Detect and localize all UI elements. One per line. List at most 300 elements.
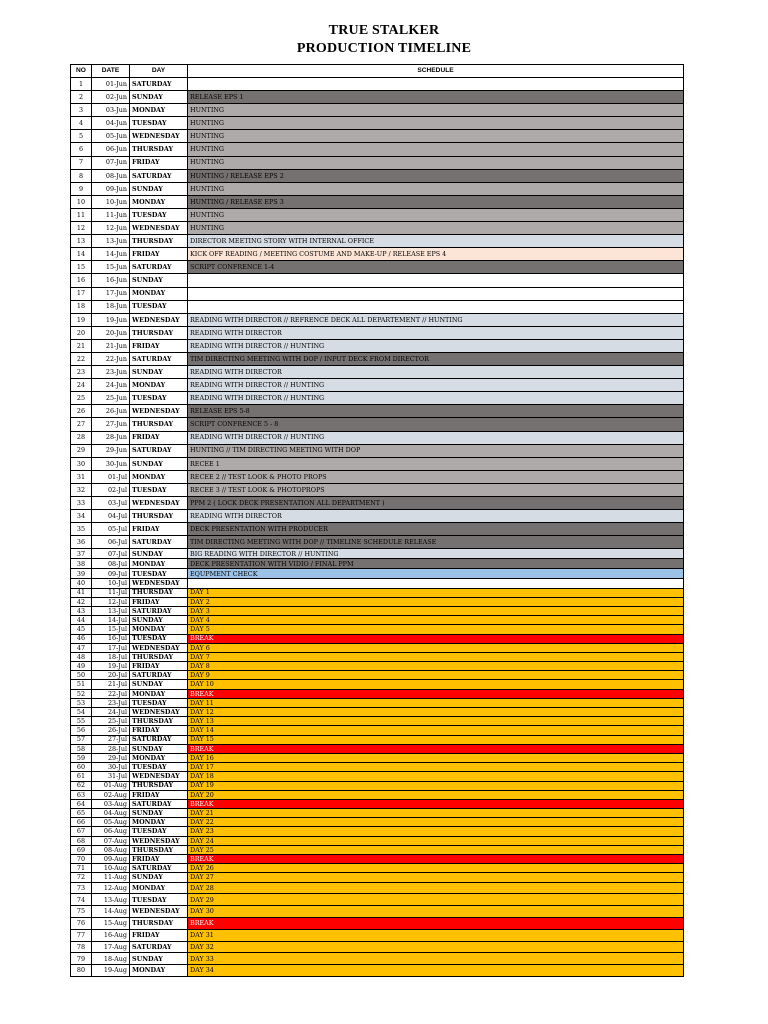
row-day: SUNDAY <box>130 744 188 753</box>
row-no: 51 <box>71 680 92 689</box>
row-no: 62 <box>71 781 92 790</box>
row-schedule: DAY 14 <box>188 726 684 735</box>
row-no: 73 <box>71 882 92 894</box>
table-row <box>71 809 684 818</box>
row-day: SATURDAY <box>130 606 188 615</box>
row-no: 11 <box>71 208 92 221</box>
row-schedule: DAY 34 <box>188 965 684 977</box>
row-no: 66 <box>71 818 92 827</box>
row-schedule: EQUPMENT CHECK <box>188 569 684 579</box>
row-schedule: READING WITH DIRECTOR // HUNTING <box>188 431 684 444</box>
table-row <box>71 790 684 799</box>
row-no: 5 <box>71 130 92 143</box>
row-schedule <box>188 287 684 300</box>
row-schedule: READING WITH DIRECTOR // HUNTING <box>188 379 684 392</box>
row-schedule: DAY 15 <box>188 735 684 744</box>
table-row <box>71 313 684 326</box>
table-row <box>71 569 684 579</box>
row-no: 59 <box>71 753 92 762</box>
row-no: 58 <box>71 744 92 753</box>
row-schedule: DAY 25 <box>188 845 684 854</box>
row-date: 05-Aug <box>92 818 130 827</box>
row-no: 13 <box>71 235 92 248</box>
row-date: 24-Jul <box>92 708 130 717</box>
row-no: 36 <box>71 536 92 549</box>
row-day: SATURDAY <box>130 864 188 873</box>
row-no: 77 <box>71 929 92 941</box>
table-row <box>71 549 684 559</box>
row-date: 12-Jun <box>92 222 130 235</box>
row-schedule <box>188 300 684 313</box>
title-line-1: TRUE STALKER <box>328 23 440 38</box>
row-day: TUESDAY <box>130 763 188 772</box>
row-schedule <box>188 274 684 287</box>
row-day: SUNDAY <box>130 366 188 379</box>
row-schedule: DAY 7 <box>188 652 684 661</box>
table-row <box>71 91 684 104</box>
row-day: WEDNESDAY <box>130 772 188 781</box>
row-date: 08-Jul <box>92 559 130 569</box>
row-no: 71 <box>71 864 92 873</box>
table-row <box>71 579 684 588</box>
row-no: 49 <box>71 662 92 671</box>
row-day: WEDNESDAY <box>130 708 188 717</box>
row-day: FRIDAY <box>130 431 188 444</box>
row-date: 10-Jul <box>92 579 130 588</box>
row-schedule: DAY 22 <box>188 818 684 827</box>
table-row <box>71 208 684 221</box>
row-schedule: DAY 20 <box>188 790 684 799</box>
row-schedule: DAY 30 <box>188 906 684 918</box>
row-no: 3 <box>71 104 92 117</box>
row-date: 04-Jun <box>92 117 130 130</box>
row-date: 09-Aug <box>92 855 130 864</box>
row-date: 01-Aug <box>92 781 130 790</box>
row-day: FRIDAY <box>130 156 188 169</box>
row-day: SUNDAY <box>130 809 188 818</box>
row-no: 35 <box>71 523 92 536</box>
row-date: 18-Jun <box>92 300 130 313</box>
row-day: WEDNESDAY <box>130 130 188 143</box>
row-schedule: DAY 13 <box>188 717 684 726</box>
table-row <box>71 431 684 444</box>
row-schedule: DAY 17 <box>188 763 684 772</box>
table-row <box>71 392 684 405</box>
row-date: 26-Jun <box>92 405 130 418</box>
row-date: 21-Jul <box>92 680 130 689</box>
row-schedule: BREAK <box>188 634 684 643</box>
row-schedule: HUNTING / RELEASE EPS 3 <box>188 195 684 208</box>
table-row <box>71 536 684 549</box>
row-day: WEDNESDAY <box>130 497 188 510</box>
row-day: TUESDAY <box>130 827 188 836</box>
table-row <box>71 689 684 698</box>
row-schedule: HUNTING // TIM DIRECTING MEETING WITH DOP <box>188 444 684 457</box>
row-day: SATURDAY <box>130 78 188 91</box>
table-row <box>71 680 684 689</box>
row-schedule: RECEE 1 <box>188 457 684 470</box>
row-date: 18-Jul <box>92 652 130 661</box>
header-row <box>71 65 684 78</box>
row-day: MONDAY <box>130 470 188 483</box>
row-schedule: BREAK <box>188 799 684 808</box>
row-no: 64 <box>71 799 92 808</box>
header-no: NO <box>71 65 92 78</box>
row-date: 10-Jun <box>92 195 130 208</box>
row-day: SUNDAY <box>130 182 188 195</box>
row-schedule: HUNTING <box>188 182 684 195</box>
row-schedule: BREAK <box>188 917 684 929</box>
row-day: MONDAY <box>130 689 188 698</box>
row-date: 07-Aug <box>92 836 130 845</box>
row-no: 53 <box>71 698 92 707</box>
row-no: 10 <box>71 195 92 208</box>
row-no: 41 <box>71 588 92 597</box>
row-no: 47 <box>71 643 92 652</box>
row-schedule: HUNTING <box>188 143 684 156</box>
row-schedule: DAY 6 <box>188 643 684 652</box>
table-row <box>71 104 684 117</box>
row-date: 25-Jun <box>92 392 130 405</box>
row-schedule: DAY 28 <box>188 882 684 894</box>
row-no: 52 <box>71 689 92 698</box>
table-row <box>71 717 684 726</box>
title-line-2: PRODUCTION TIMELINE <box>296 41 472 56</box>
row-day: SATURDAY <box>130 352 188 365</box>
table-row <box>71 882 684 894</box>
row-day: THURSDAY <box>130 235 188 248</box>
row-no: 37 <box>71 549 92 559</box>
table-row <box>71 597 684 606</box>
row-day: TUESDAY <box>130 634 188 643</box>
row-date: 23-Jun <box>92 366 130 379</box>
row-no: 27 <box>71 418 92 431</box>
row-schedule: DAY 5 <box>188 625 684 634</box>
row-schedule: DECK PRESENTATION WITH PRODUCER <box>188 523 684 536</box>
row-no: 76 <box>71 917 92 929</box>
table-row <box>71 444 684 457</box>
table-row <box>71 483 684 496</box>
row-no: 6 <box>71 143 92 156</box>
row-day: FRIDAY <box>130 248 188 261</box>
row-schedule <box>188 78 684 91</box>
row-no: 78 <box>71 941 92 953</box>
table-row <box>71 366 684 379</box>
table-row <box>71 78 684 91</box>
row-day: SATURDAY <box>130 799 188 808</box>
row-schedule: HUNTING <box>188 117 684 130</box>
row-day: SUNDAY <box>130 953 188 965</box>
row-no: 20 <box>71 326 92 339</box>
row-date: 08-Aug <box>92 845 130 854</box>
table-row <box>71 169 684 182</box>
row-day: THURSDAY <box>130 717 188 726</box>
row-day: TUESDAY <box>130 483 188 496</box>
row-no: 42 <box>71 597 92 606</box>
table-row <box>71 326 684 339</box>
row-day: FRIDAY <box>130 726 188 735</box>
table-row <box>71 818 684 827</box>
table-row <box>71 873 684 882</box>
row-no: 54 <box>71 708 92 717</box>
row-no: 75 <box>71 906 92 918</box>
row-no: 40 <box>71 579 92 588</box>
row-day: WEDNESDAY <box>130 643 188 652</box>
row-date: 02-Aug <box>92 790 130 799</box>
row-schedule: DAY 24 <box>188 836 684 845</box>
row-date: 16-Jun <box>92 274 130 287</box>
row-schedule: SCRIPT CONFRENCE 5 - 8 <box>188 418 684 431</box>
row-day: WEDNESDAY <box>130 836 188 845</box>
row-date: 07-Jun <box>92 156 130 169</box>
row-day: SATURDAY <box>130 671 188 680</box>
table-row <box>71 222 684 235</box>
table-row <box>71 616 684 625</box>
table-row <box>71 117 684 130</box>
row-date: 09-Jul <box>92 569 130 579</box>
table-row <box>71 510 684 523</box>
row-schedule: DAY 9 <box>188 671 684 680</box>
row-no: 50 <box>71 671 92 680</box>
row-date: 28-Jun <box>92 431 130 444</box>
row-schedule: RECEE 3 // TEST LOOK & PHOTOPROPS <box>188 483 684 496</box>
row-day: MONDAY <box>130 195 188 208</box>
table-row <box>71 671 684 680</box>
header-day: DAY <box>130 65 188 78</box>
row-day: MONDAY <box>130 104 188 117</box>
row-day: THURSDAY <box>130 781 188 790</box>
row-schedule: DAY 1 <box>188 588 684 597</box>
table-row <box>71 735 684 744</box>
row-day: FRIDAY <box>130 855 188 864</box>
row-day: FRIDAY <box>130 929 188 941</box>
row-date: 12-Aug <box>92 882 130 894</box>
row-schedule: HUNTING <box>188 130 684 143</box>
row-no: 69 <box>71 845 92 854</box>
row-day: MONDAY <box>130 882 188 894</box>
row-no: 25 <box>71 392 92 405</box>
row-day: FRIDAY <box>130 523 188 536</box>
row-day: WEDNESDAY <box>130 313 188 326</box>
row-day: THURSDAY <box>130 326 188 339</box>
row-date: 19-Aug <box>92 965 130 977</box>
row-no: 29 <box>71 444 92 457</box>
row-schedule: TIM DIRECTING MEETING WITH DOP // TIMELINE SCHEDULE RELEASE <box>188 536 684 549</box>
table-row <box>71 836 684 845</box>
row-date: 06-Jul <box>92 536 130 549</box>
row-day: TUESDAY <box>130 569 188 579</box>
row-date: 13-Jul <box>92 606 130 615</box>
row-day: THURSDAY <box>130 845 188 854</box>
row-date: 11-Aug <box>92 873 130 882</box>
table-row <box>71 864 684 873</box>
row-no: 21 <box>71 339 92 352</box>
table-row <box>71 195 684 208</box>
row-day: FRIDAY <box>130 662 188 671</box>
row-day: MONDAY <box>130 287 188 300</box>
table-row <box>71 827 684 836</box>
table-row <box>71 799 684 808</box>
row-day: FRIDAY <box>130 597 188 606</box>
row-date: 29-Jun <box>92 444 130 457</box>
row-schedule: DAY 2 <box>188 597 684 606</box>
row-no: 30 <box>71 457 92 470</box>
row-no: 9 <box>71 182 92 195</box>
row-schedule: DAY 18 <box>188 772 684 781</box>
row-date: 14-Aug <box>92 906 130 918</box>
row-date: 03-Aug <box>92 799 130 808</box>
row-schedule: DAY 12 <box>188 708 684 717</box>
row-no: 8 <box>71 169 92 182</box>
row-no: 38 <box>71 559 92 569</box>
row-date: 15-Aug <box>92 917 130 929</box>
row-schedule: RELEASE EPS 1 <box>188 91 684 104</box>
table-row <box>71 352 684 365</box>
row-day: THURSDAY <box>130 418 188 431</box>
table-row <box>71 845 684 854</box>
row-schedule: DAY 19 <box>188 781 684 790</box>
row-date: 27-Jun <box>92 418 130 431</box>
row-schedule: DAY 8 <box>188 662 684 671</box>
table-row <box>71 248 684 261</box>
row-date: 22-Jul <box>92 689 130 698</box>
row-day: WEDNESDAY <box>130 405 188 418</box>
row-schedule: RECEE 2 // TEST LOOK & PHOTO PROPS <box>188 470 684 483</box>
row-schedule: DAY 11 <box>188 698 684 707</box>
row-schedule: DAY 32 <box>188 941 684 953</box>
table-row <box>71 261 684 274</box>
row-date: 05-Jul <box>92 523 130 536</box>
table-row <box>71 156 684 169</box>
row-schedule: DAY 31 <box>188 929 684 941</box>
row-no: 67 <box>71 827 92 836</box>
table-row <box>71 287 684 300</box>
table-row <box>71 625 684 634</box>
row-schedule: DAY 21 <box>188 809 684 818</box>
table-row <box>71 906 684 918</box>
row-no: 14 <box>71 248 92 261</box>
row-day: WEDNESDAY <box>130 222 188 235</box>
row-day: SATURDAY <box>130 169 188 182</box>
row-schedule: DAY 23 <box>188 827 684 836</box>
table-row <box>71 662 684 671</box>
row-day: WEDNESDAY <box>130 906 188 918</box>
row-date: 19-Jun <box>92 313 130 326</box>
table-body <box>71 78 684 977</box>
row-no: 57 <box>71 735 92 744</box>
row-schedule: READING WITH DIRECTOR <box>188 326 684 339</box>
table-row <box>71 744 684 753</box>
row-schedule <box>188 579 684 588</box>
row-schedule: DAY 4 <box>188 616 684 625</box>
row-day: MONDAY <box>130 818 188 827</box>
row-day: SUNDAY <box>130 549 188 559</box>
table-row <box>71 763 684 772</box>
table-row <box>71 379 684 392</box>
row-day: SUNDAY <box>130 616 188 625</box>
row-date: 20-Jun <box>92 326 130 339</box>
row-no: 23 <box>71 366 92 379</box>
row-date: 25-Jul <box>92 717 130 726</box>
row-date: 16-Jul <box>92 634 130 643</box>
row-date: 06-Jun <box>92 143 130 156</box>
row-schedule: DAY 16 <box>188 753 684 762</box>
table-row <box>71 698 684 707</box>
table-row <box>71 634 684 643</box>
table-row <box>71 457 684 470</box>
row-day: MONDAY <box>130 625 188 634</box>
row-date: 04-Jul <box>92 510 130 523</box>
table-row <box>71 559 684 569</box>
row-day: SATURDAY <box>130 261 188 274</box>
row-date: 27-Jul <box>92 735 130 744</box>
table-row <box>71 182 684 195</box>
row-day: MONDAY <box>130 559 188 569</box>
row-schedule: KICK OFF READING / MEETING COSTUME AND MAKE-UP / RELEASE EPS 4 <box>188 248 684 261</box>
table-row <box>71 130 684 143</box>
row-date: 03-Jul <box>92 497 130 510</box>
table-row <box>71 606 684 615</box>
table-row <box>71 917 684 929</box>
row-date: 15-Jul <box>92 625 130 634</box>
row-no: 7 <box>71 156 92 169</box>
table-row <box>71 753 684 762</box>
row-day: SATURDAY <box>130 735 188 744</box>
table-row <box>71 781 684 790</box>
row-date: 19-Jul <box>92 662 130 671</box>
row-no: 68 <box>71 836 92 845</box>
row-schedule: RELEASE EPS 5-8 <box>188 405 684 418</box>
row-no: 33 <box>71 497 92 510</box>
row-no: 79 <box>71 953 92 965</box>
row-no: 15 <box>71 261 92 274</box>
row-date: 28-Jul <box>92 744 130 753</box>
table-row <box>71 953 684 965</box>
row-day: TUESDAY <box>130 300 188 313</box>
row-no: 39 <box>71 569 92 579</box>
row-no: 31 <box>71 470 92 483</box>
row-schedule: READING WITH DIRECTOR // HUNTING <box>188 339 684 352</box>
header-date: DATE <box>92 65 130 78</box>
row-date: 11-Jul <box>92 588 130 597</box>
table-row <box>71 497 684 510</box>
row-no: 28 <box>71 431 92 444</box>
row-day: SATURDAY <box>130 444 188 457</box>
row-date: 06-Aug <box>92 827 130 836</box>
table-row <box>71 470 684 483</box>
row-no: 43 <box>71 606 92 615</box>
row-date: 04-Aug <box>92 809 130 818</box>
row-day: SATURDAY <box>130 536 188 549</box>
row-no: 18 <box>71 300 92 313</box>
row-date: 26-Jul <box>92 726 130 735</box>
row-no: 74 <box>71 894 92 906</box>
row-date: 31-Jul <box>92 772 130 781</box>
table-row <box>71 339 684 352</box>
row-no: 1 <box>71 78 92 91</box>
row-no: 17 <box>71 287 92 300</box>
row-schedule: DECK PRESENTATION WITH VIDIO / FINAL PPM <box>188 559 684 569</box>
row-no: 48 <box>71 652 92 661</box>
table-row <box>71 143 684 156</box>
row-date: 03-Jun <box>92 104 130 117</box>
table-row <box>71 300 684 313</box>
table-row <box>71 405 684 418</box>
row-day: SATURDAY <box>130 941 188 953</box>
table-row <box>71 708 684 717</box>
row-day: THURSDAY <box>130 510 188 523</box>
row-schedule: HUNTING <box>188 222 684 235</box>
